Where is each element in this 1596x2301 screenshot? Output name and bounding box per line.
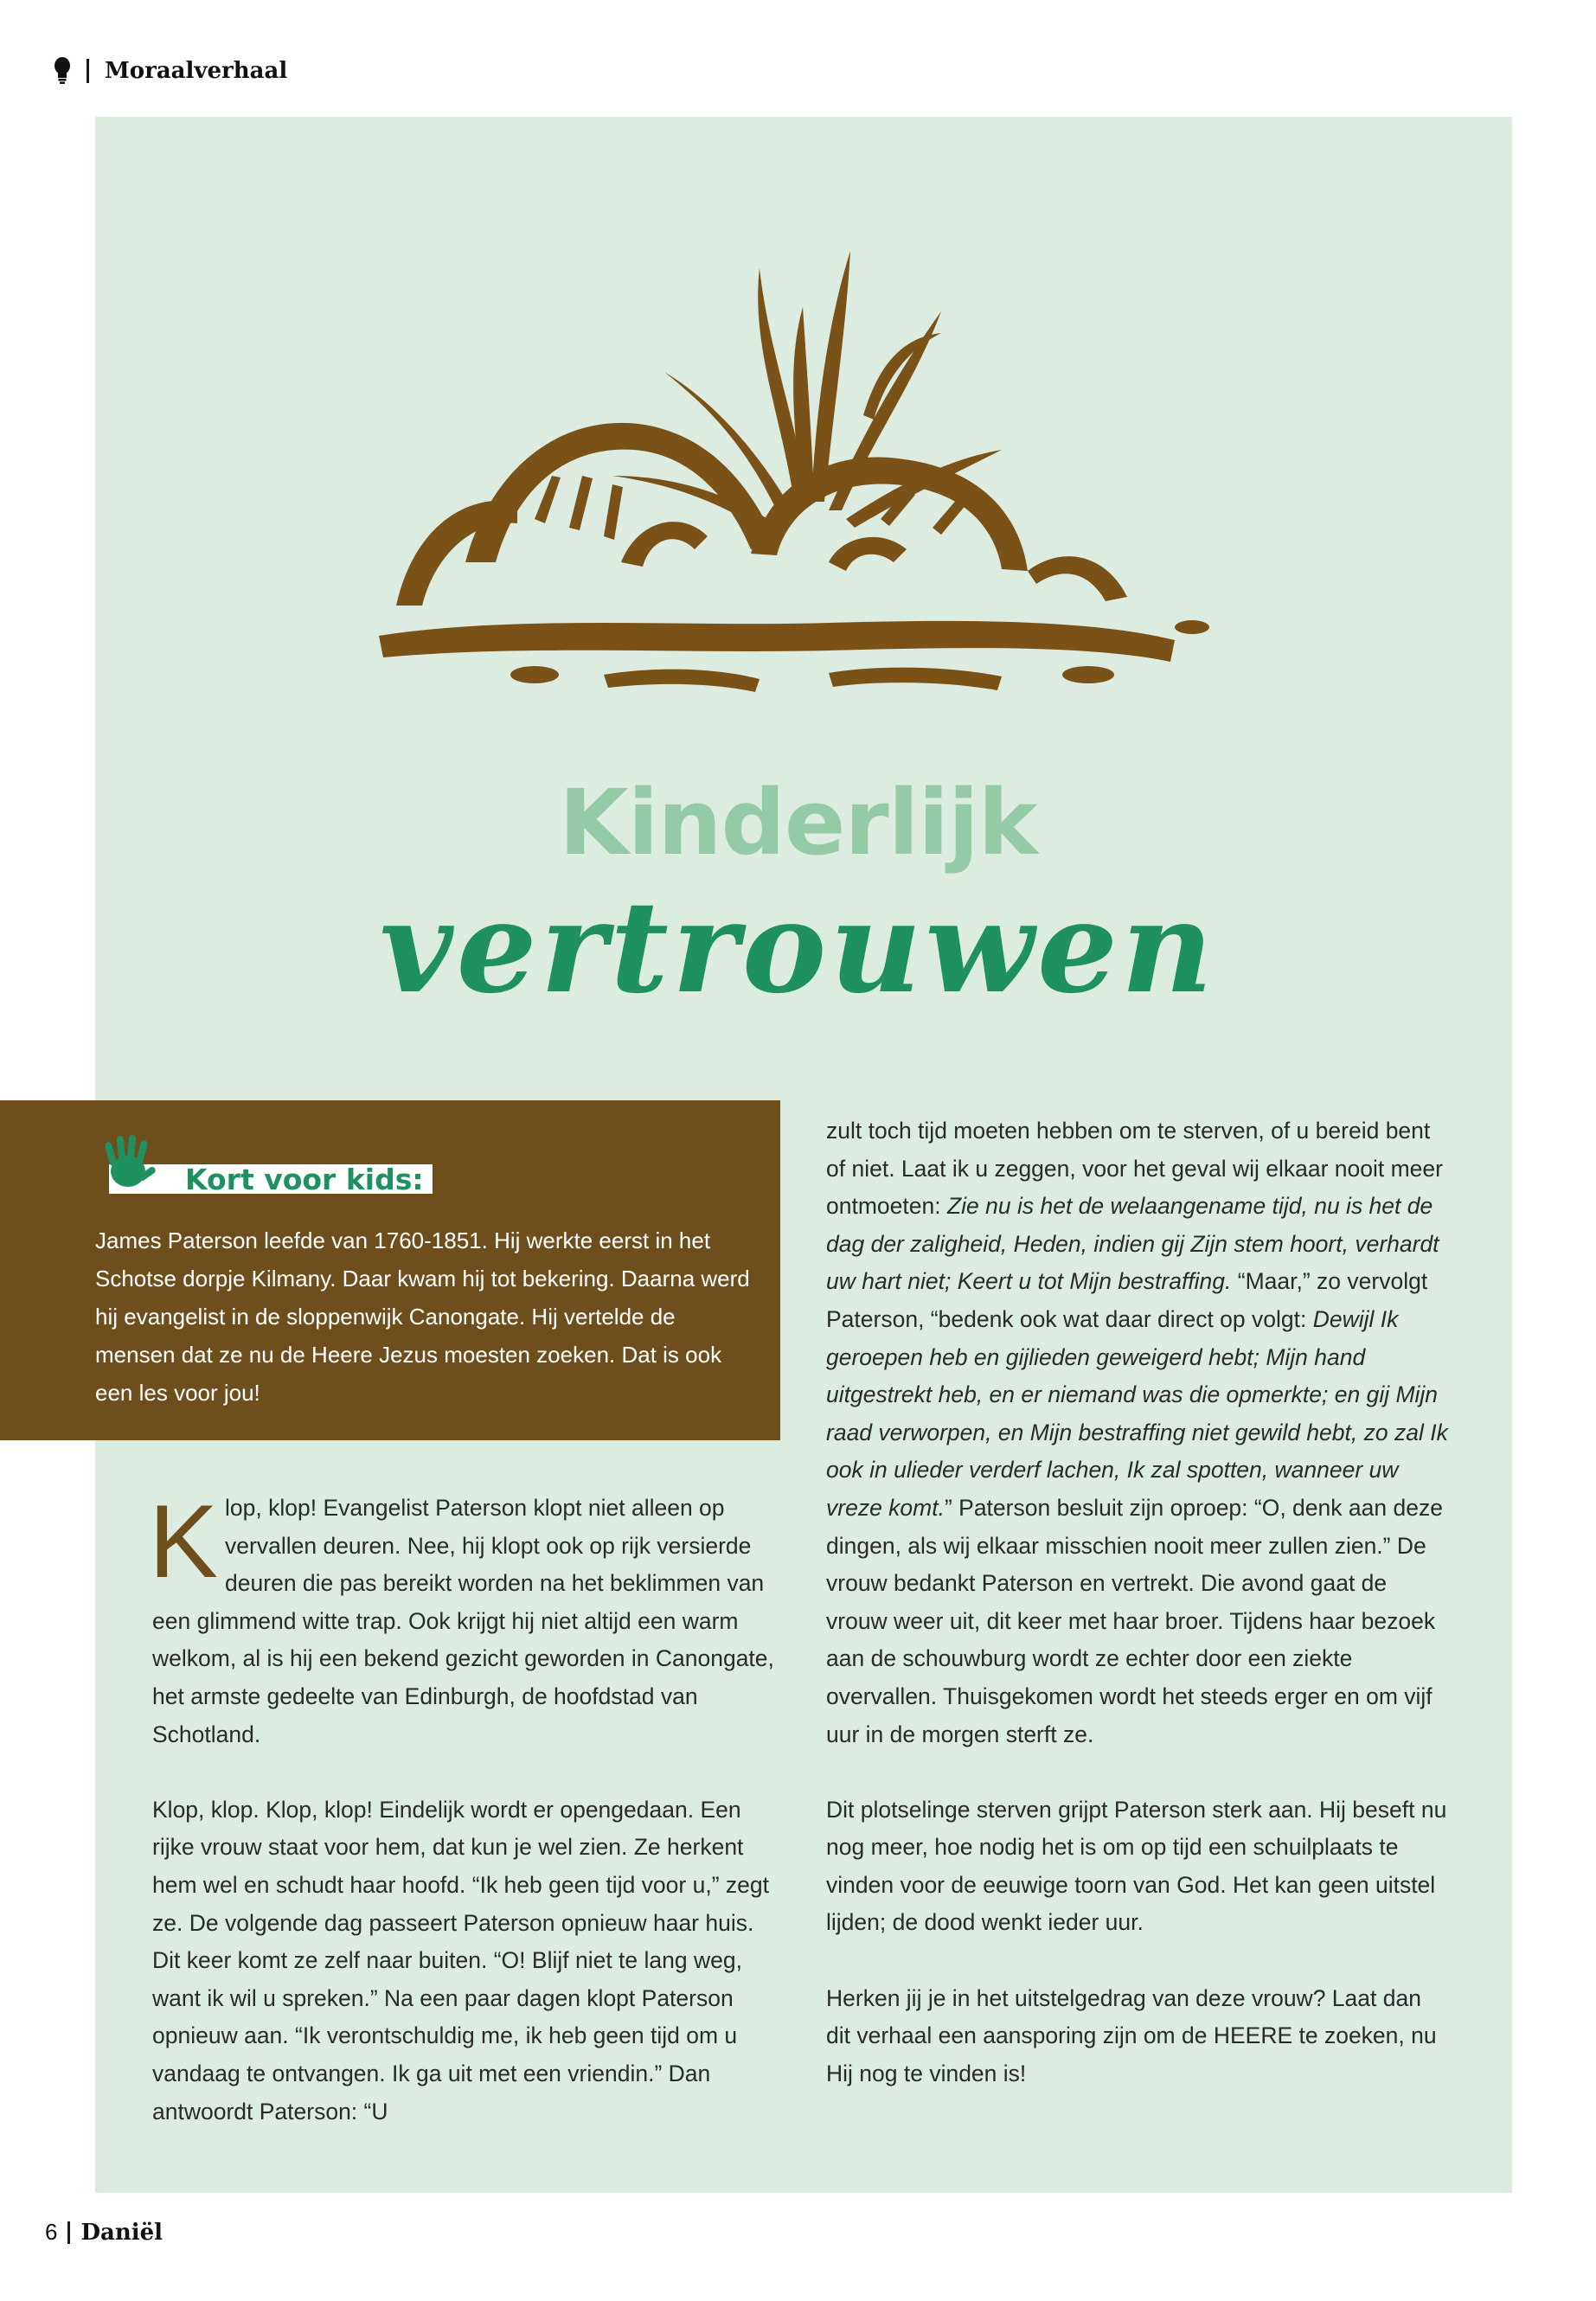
paragraph-3-quote-1: Zie nu is het de welaangename tijd, nu is het de dag der zaligheid, Heden, indien gij Zijn stem hoort, verhardt uw hart niet; Keert u tot Mijn bestraffing. (826, 1193, 1439, 1295)
paragraph-4: Dit plotselinge sterven grijpt Paterson sterk aan. Hij beseft nu nog meer, hoe nodig het is om op tijd een schuilplaats te vinden voor de eeuwige toorn van God. Het kan geen uitstel lijden; de dood wenkt ieder uur. (826, 1796, 1447, 1936)
rock-with-grass-illustration (344, 156, 1261, 709)
paragraph-3 (826, 1112, 1449, 1753)
footer-divider (67, 2221, 70, 2244)
kids-text: James Paterson leefde van 1760-1851. Hij werkte eerst in het Schotse dorpje Kilmany. Daar kwam hij tot bekering. Daarna werd hij evangelist in de sloppenwijk Canongate. Hij vertelde de mensen dat ze nu de Heere Jezus moesten zoeken. Dat is ook een les voor jou! (95, 1227, 750, 1406)
paragraph-3-text-a: zult toch tijd moeten hebben om te sterven, of u bereid bent of niet. Laat ik u zeggen, voor het geval wij elkaar nooit meer ontmoeten: (826, 1118, 1443, 1220)
paragraph-1-text: lop, klop! Evangelist Paterson klopt niet alleen op vervallen deuren. Nee, hij klopt ook op rijk versierde deuren die pas bereikt worden na het beklimmen van een glimmend witte trap. Ook krijgt hij niet altijd een warm welkom, al is hij een bekend gezicht geworden in Canongate, het armste gedeelte van Edinburgh, de hoofdstad van Schotland. (152, 1495, 774, 1747)
article-column-right (826, 1112, 1449, 2131)
kids-heading (95, 1133, 433, 1195)
lightbulb-icon (54, 57, 71, 85)
paragraph-3-quote-2: Dewijl Ik geroepen heb en gijlieden geweigerd hebt; Mijn hand uitgestrekt heb, en er niemand was die opmerkte; en gij Mijn raad verworpen, en Mijn bestraffing niet gewild hebt, zo zal Ik ook in ulieder verderf lachen, Ik zal spotten, wanneer uw vreze komt. (826, 1305, 1448, 1521)
title-line-2: vertrouwen (379, 874, 1217, 1022)
page-footer (45, 2219, 163, 2246)
paragraph-1 (149, 1484, 784, 1753)
paragraph-2: Klop, klop. Klop, klop! Eindelijk wordt er opengedaan. Een rijke vrouw staat voor hem, dat kun je wel zien. Ze herkent hem wel en schudt haar hoofd. “Ik heb geen tijd voor u,” zegt ze. De volgende dag passeert Paterson opnieuw haar huis. Dit keer komt ze zelf naar buiten. “O! Blijf niet te lang weg, want ik wil u spreken.” Na een paar dagen klopt Paterson opnieuw aan. “Ik verontschuldig me, ik heb geen tijd om u vandaag te ontvangen. Ik ga uit met een vriendin.” Dan antwoordt Paterson: “U (152, 1796, 769, 2125)
paragraph-3-text-c: ” Paterson besluit zijn oproep: “O, denk aan deze dingen, als wij elkaar misschien nooit meer zullen zien.” De vrouw bedankt Paterson en vertrekt. Die avond gaat de vrouw weer uit, dit keer met haar broer. Tijdens haar bezoek aan de schouwburg wordt ze echter door een ziekte overvallen. Thuisgekomen wordt het steeds erger en om vijf uur in de morgen sterft ze. (826, 1494, 1443, 1747)
article-column-left (149, 1484, 784, 2169)
header-divider (87, 59, 89, 83)
kids-label: Kort voor kids: (185, 1162, 424, 1196)
drop-cap: K (149, 1484, 219, 1599)
paragraph-3-text-b: “Maar,” zo vervolgt Paterson, “bedenk ook wat daar direct op volgt: (826, 1268, 1428, 1332)
handprint-icon (95, 1133, 159, 1195)
paragraph-5: Herken jij je in het uitstelgedrag van deze vrouw? Laat dan dit verhaal een aansporing zijn om de HEERE te zoeken, nu Hij nog te vinden is! (826, 1984, 1437, 2086)
title-line-1: Kinderlijk (559, 770, 1037, 875)
section-label: Moraalverhaal (105, 58, 288, 84)
kids-box (0, 1100, 780, 1440)
page-number: 6 (45, 2219, 58, 2245)
page-header (54, 57, 287, 85)
magazine-name: Daniël (80, 2219, 163, 2246)
